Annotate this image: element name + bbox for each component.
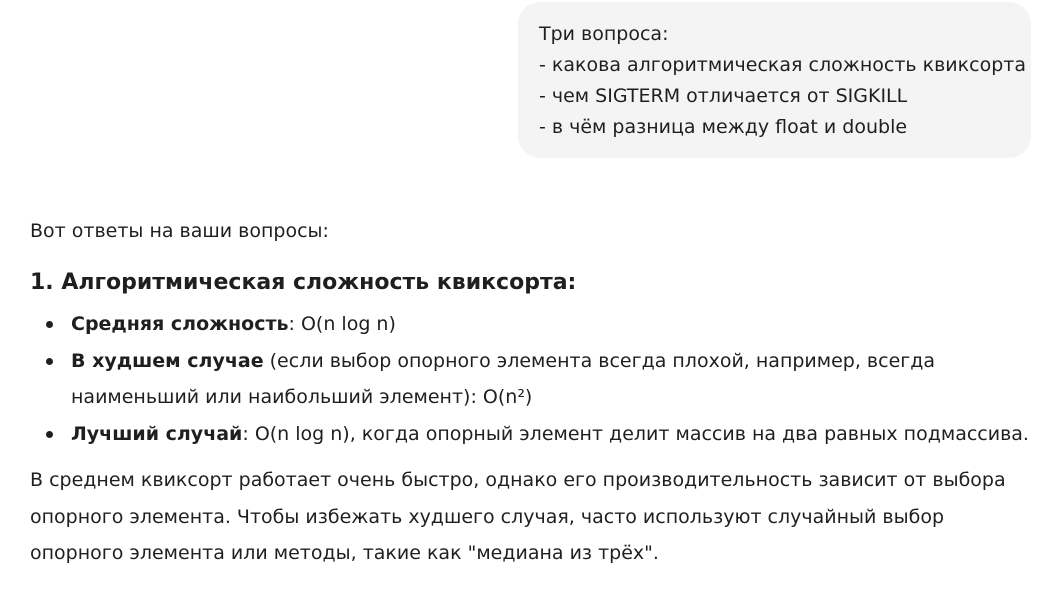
bullet-term: В худшем случае bbox=[71, 349, 264, 372]
bullet-item bbox=[71, 343, 1040, 416]
bullet-text: : O(n log n), когда опорный элемент делит массив на два равных подмассива. bbox=[242, 422, 1029, 445]
user-message-line: Три вопроса: bbox=[539, 23, 669, 45]
bullet-dot-icon bbox=[46, 321, 53, 328]
bullet-term: Лучший случай bbox=[71, 422, 243, 445]
user-message-bubble bbox=[518, 2, 1031, 158]
assistant-intro: Вот ответы на ваши вопросы: bbox=[30, 220, 329, 242]
bullet-item bbox=[71, 416, 1040, 453]
bullet-dot-icon bbox=[46, 358, 53, 365]
bullet-text: : O(n log n) bbox=[288, 313, 396, 335]
bullet-term: Средняя сложность bbox=[71, 313, 289, 335]
bullet-item bbox=[71, 306, 1040, 343]
bullet-list bbox=[30, 306, 1040, 452]
assistant-message bbox=[30, 214, 1040, 572]
section-heading: 1. Алгоритмическая сложность квиксорта: bbox=[30, 270, 577, 295]
section-summary: В среднем квиксорт работает очень быстро, однако его производительность зависит от выбора опорного элемента. Чтобы избежать худшего случая, часто используют случайный выбор опорного элемента или методы, такие как "медиана из трёх". bbox=[30, 469, 1006, 564]
bullet-dot-icon bbox=[46, 431, 53, 438]
user-message-line: - в чём разница между float и double bbox=[539, 116, 908, 138]
user-message-line: - чем SIGTERM отличается от SIGKILL bbox=[539, 85, 908, 107]
bullet-text: (если выбор опорного элемента всегда плохой, например, всегда наименьший или наибольший элемент): O(n²) bbox=[71, 349, 936, 408]
user-message-line: - какова алгоритмическая сложность квиксорта bbox=[539, 54, 1026, 76]
